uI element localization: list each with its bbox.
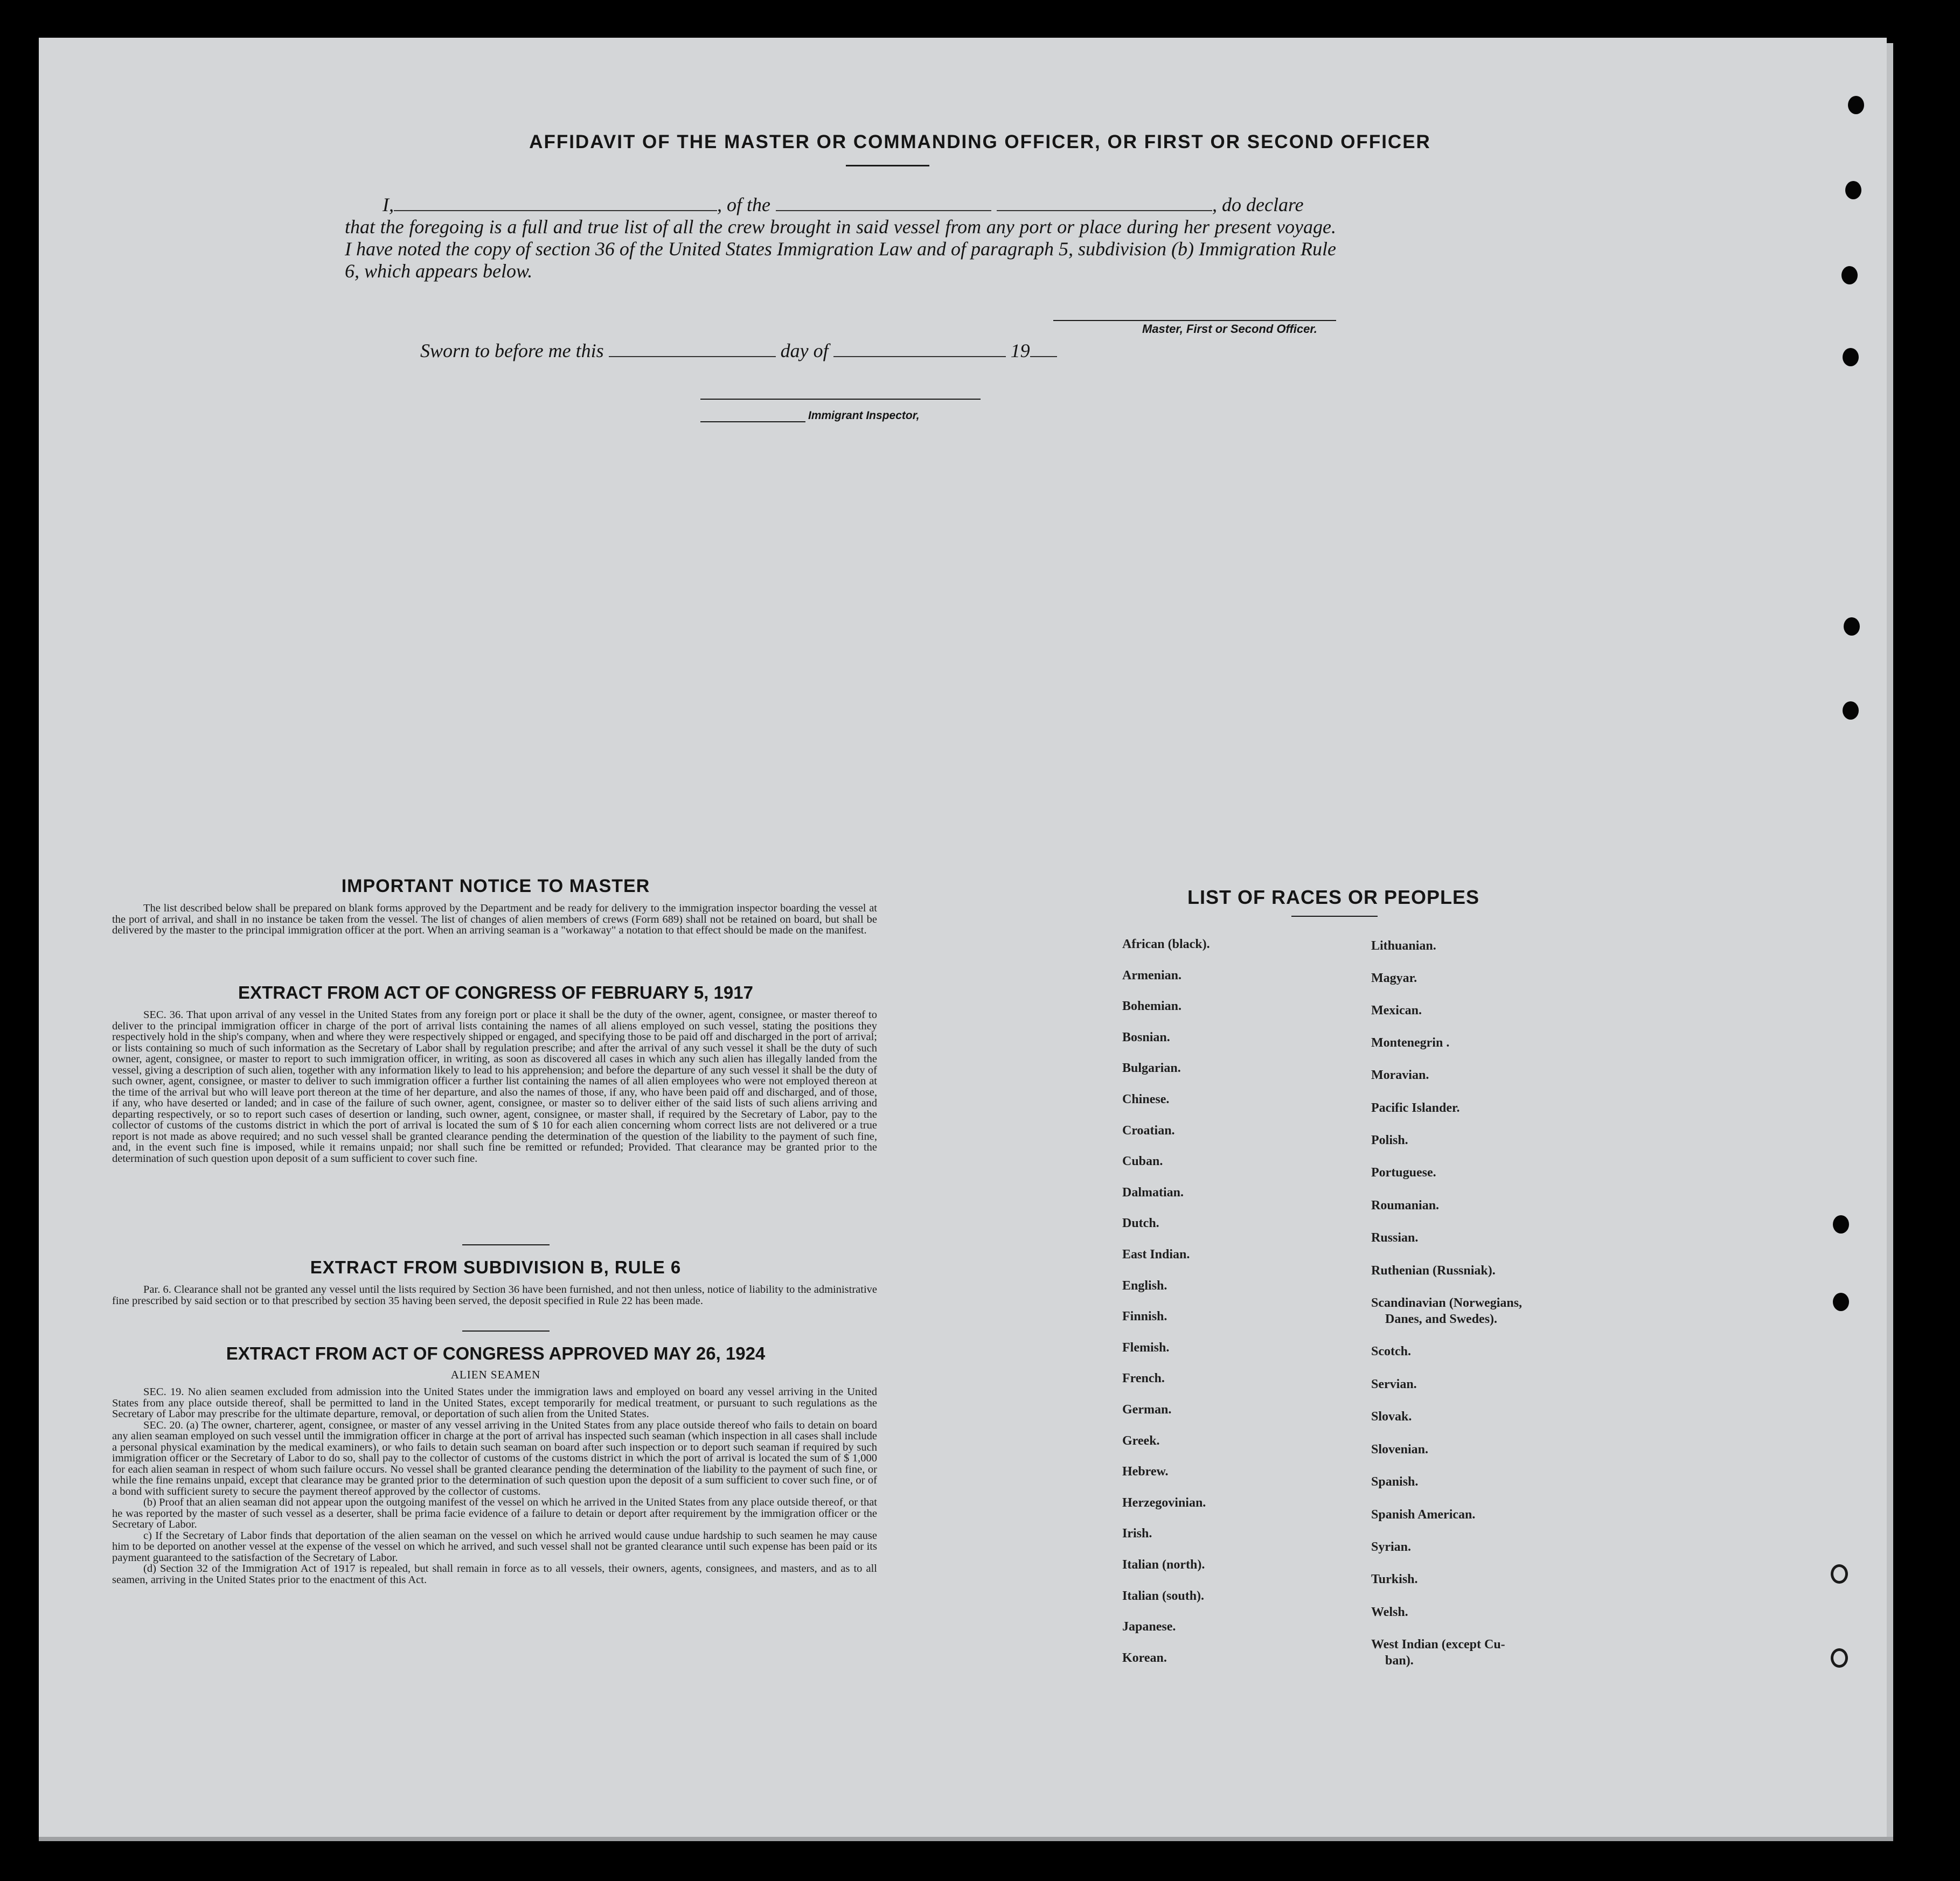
notice-text [112, 903, 877, 936]
race-item: Slovak. [1371, 1410, 1412, 1424]
race-item: Croatian. [1122, 1124, 1175, 1138]
race-item: Polish. [1371, 1133, 1408, 1147]
race-item: Spanish. [1371, 1475, 1419, 1489]
race-item: West Indian (except Cu- [1371, 1638, 1505, 1652]
race-item: Montenegrin . [1371, 1036, 1450, 1050]
sworn-month-field[interactable] [833, 341, 1006, 357]
inspector-line[interactable] [700, 421, 805, 422]
race-item: Bosnian. [1122, 1030, 1170, 1044]
race-item: East Indian. [1122, 1248, 1190, 1262]
race-item: French. [1122, 1371, 1165, 1385]
divider [462, 1330, 550, 1332]
race-item: ban). [1385, 1654, 1414, 1668]
races-title: LIST OF RACES OR PEOPLES [1187, 886, 1480, 908]
binder-hole-icon [1831, 1564, 1848, 1584]
binder-hole-icon [1841, 266, 1858, 284]
race-item: Dalmatian. [1122, 1186, 1184, 1200]
sworn-year-field[interactable] [1030, 341, 1057, 357]
page-edge-bottom [39, 1837, 1893, 1841]
race-item: Greek. [1122, 1434, 1160, 1448]
race-item: Ruthenian (Russniak). [1371, 1264, 1496, 1278]
race-item: German. [1122, 1403, 1172, 1417]
binder-hole-icon [1831, 1648, 1848, 1668]
subdivision-b-text [112, 1284, 877, 1306]
race-item: Dutch. [1122, 1216, 1159, 1230]
sworn-day-label: day of [780, 340, 829, 361]
binder-hole-icon [1833, 1215, 1849, 1234]
binder-hole-icon [1843, 348, 1859, 366]
race-item: English. [1122, 1279, 1167, 1293]
binder-hole-icon [1833, 1293, 1849, 1311]
race-item: Moravian. [1371, 1068, 1429, 1082]
inspector-label: Immigrant Inspector, [808, 409, 920, 422]
affidavit-declaration [345, 194, 1336, 282]
race-item: Mexican. [1371, 1004, 1422, 1018]
race-item: Scandinavian (Norwegians, [1371, 1296, 1523, 1310]
divider [1291, 916, 1378, 917]
race-item: Pacific Islander. [1371, 1101, 1460, 1115]
race-item: Irish. [1122, 1527, 1152, 1541]
binder-hole-icon [1843, 701, 1859, 720]
race-item: Cuban. [1122, 1154, 1163, 1168]
race-item: Welsh. [1371, 1605, 1408, 1619]
race-item: Magyar. [1371, 971, 1417, 985]
race-item: Servian. [1371, 1377, 1417, 1391]
race-item: Scotch. [1371, 1344, 1411, 1358]
race-item: Russian. [1371, 1231, 1419, 1245]
race-item: Finnish. [1122, 1309, 1167, 1323]
vessel-field[interactable] [776, 195, 991, 211]
subdivision-b-title: EXTRACT FROM SUBDIVISION B, RULE 6 [310, 1257, 682, 1277]
race-item: Lithuanian. [1371, 939, 1436, 953]
binder-hole-icon [1844, 617, 1860, 636]
race-item: Portuguese. [1371, 1166, 1436, 1180]
section-20b-paragraph: (b) Proof that an alien seaman did not appear upon the outgoing manifest of the vessel on which he arrived in the United States from any place outside thereof, or that he was reported by the master of such vessel as a deserter, shall be prima facie evidence of a failure to detain or deport after requirement by the immigration officer or the Secretary of Labor. [112, 1496, 877, 1530]
declaration-text: that the foregoing is a full and true list of all the crew brought in said vessel from any port or place during her present voyage. I have noted the copy of section 36 of the United States Immigration Law and of paragraph 5, subdivision (b) Immigration Rule 6, which appears below. [345, 216, 1336, 282]
race-item: Roumanian. [1371, 1199, 1440, 1213]
sworn-day-field[interactable] [609, 341, 776, 357]
race-item: Chinese. [1122, 1092, 1170, 1106]
race-item: Italian (south). [1122, 1589, 1205, 1603]
sworn-year-label: 19 [1010, 340, 1030, 361]
binder-hole-icon [1845, 181, 1861, 199]
race-item: Syrian. [1371, 1540, 1412, 1554]
page-edge-right [1887, 43, 1893, 1837]
sworn-line [420, 339, 1057, 362]
section-36-paragraph: SEC. 36. That upon arrival of any vessel in the United States from any foreign port or place it shall be the duty of the owner, agent, consignee, or master thereof to deliver to the principal immigration officer in charge of the port of arrival lists containing the names of all aliens employed on such vessel, stating the positions they respectively hold in the ship's company, when and where they were respectively shipped or engaged, and specifying those to be paid off and discharged in the port of arrival; or lists containing so much of such information as the Secretary of Labor shall by regulation prescribe; and after the arrival of any such vessel it shall be the duty of such owner, agent, consignee, or master to report to such immigration officer, in writing, as soon as discovered all cases in which any such alien has illegally landed from the vessel, giving a description of such alien, together with any information likely to lead to his apprehension; and before the departure of any such vessel it shall be the duty of such owner, agent, consignee, or master to deliver to such immigration officer a further list containing the names of all alien employees who were not employed thereon at the time of the arrival but who will leave port thereon at the time of her departure, and also the names of those, if any, who have been paid off and discharged, and of those, if any, who have deserted or landed; and in case of the failure of such owner, agent, consignee, or master so to deliver either of the said lists of such aliens arriving and departing respectively, or so to report such cases of desertion or landing, such owner, agent, consignee, or master shall, if required by the Secretary of Labor, pay to the collector of customs of the customs district in which the port of arrival is located the sum of $ 10 for each alien concerning whom correct lists are not delivered or a true report is not made as above required; and no such vessel shall be granted clearance pending the determination of the question of the liability to the payment of such fine, and, in the event such fine is imposed, while it remains unpaid; nor shall such fine be remitted or refunded; Provided. That clearance may be granted prior to the determination of such question upon deposit of a sum sufficient to cover such fine. [112, 1009, 877, 1165]
race-item: African (black). [1122, 937, 1210, 951]
section-20a-paragraph: SEC. 20. (a) The owner, charterer, agent, consignee, or master of any vessel arriving in the United States from any place outside thereof who fails to detain on board any alien seaman employed on such vessel until the immigration officer in charge at the port of arrival has inspected such seaman (which inspection in all cases shall include a personal physical examination by the medical examiners), or who fails to detain such seaman on board after such inspection or to deport such seaman if required by such immigration officer or the Secretary of Labor to do so, shall pay to the collector of customs of the customs district in which the port of arrival is located the sum of $ 1,000 for each alien seaman in respect of whom such failure occurs. No vessel shall be granted clearance pending the determination of the liability to the payment of such fine, or while the fine remains unpaid, except that clearance may be granted prior to the determination of such question upon the deposit of a sum sufficient to cover such fine, or of a bond with sufficient surety to secure the payment thereof approved by the collector of customs. [112, 1419, 877, 1497]
binder-hole-icon [1848, 96, 1864, 114]
extract-1917-title: EXTRACT FROM ACT OF CONGRESS OF FEBRUARY 5, 1917 [238, 983, 753, 1002]
signature-line[interactable] [1053, 320, 1336, 321]
race-item: Armenian. [1122, 969, 1181, 983]
section-20c-paragraph: c) If the Secretary of Labor finds that deportation of the alien seaman on the vessel on which he arrived would cause undue hardship to such seamen he may cause him to be deported on another vessel at the expense of the vessel on which he arrived, and such vessel shall not be granted clearance until such expense has been paid or its payment guaranteed to the satisfaction of the Secretary of Labor. [112, 1529, 877, 1564]
affidavit-mid: , of the [717, 194, 770, 215]
race-item: Spanish American. [1371, 1508, 1476, 1522]
signature-label: Master, First or Second Officer. [1142, 322, 1317, 336]
alien-seamen-subtitle: ALIEN SEAMEN [450, 1368, 541, 1381]
race-item: Bohemian. [1122, 999, 1182, 1013]
race-item: Korean. [1122, 1651, 1167, 1665]
affidavit-prefix: I, [383, 194, 394, 215]
name-field[interactable] [394, 195, 717, 211]
vessel-field[interactable] [997, 195, 1212, 211]
race-item: Herzegovinian. [1122, 1496, 1206, 1510]
race-item: Japanese. [1122, 1620, 1176, 1634]
paragraph-6: Par. 6. Clearance shall not be granted any vessel until the lists required by Section 36 have been furnished, and not then unless, notice of liability to the administrative fine prescribed by said section or to that prescribed by section 35 having been served, the deposit specified in Rule 22 has been made. [112, 1284, 877, 1307]
race-item: Flemish. [1122, 1341, 1170, 1355]
sworn-prefix: Sworn to before me this [420, 340, 604, 361]
race-item: Turkish. [1371, 1572, 1418, 1586]
divider [462, 1244, 550, 1245]
race-item: Hebrew. [1122, 1465, 1169, 1479]
race-item: Slovenian. [1371, 1443, 1429, 1457]
affidavit-title: AFFIDAVIT OF THE MASTER OR COMMANDING OFFICER, OR FIRST OR SECOND OFFICER [529, 131, 1431, 152]
section-19-paragraph: SEC. 19. No alien seamen excluded from admission into the United States under the immigration laws and employed on board any vessel arriving in the United States from any place outside thereof, shall be permitted to land in the United States, except temporarily for medical treatment, or pursuant to such regulations as the Secretary of Labor may prescribe for the ultimate departure, removal, or deportation of such alien from the United States. [112, 1386, 877, 1420]
race-item: Danes, and Swedes). [1385, 1312, 1498, 1326]
notice-title: IMPORTANT NOTICE TO MASTER [341, 876, 650, 896]
section-20d-paragraph: (d) Section 32 of the Immigration Act of 1917 is repealed, but shall remain in force as to all vessels, their owners, agents, consignees, and masters, and as to all seamen, arriving in the United States prior to the enactment of this Act. [112, 1563, 877, 1586]
extract-1917-text [112, 1009, 877, 1164]
extract-1924-title: EXTRACT FROM ACT OF CONGRESS APPROVED MAY 26, 1924 [226, 1343, 766, 1363]
race-item: Italian (north). [1122, 1558, 1205, 1572]
divider [846, 165, 929, 166]
affidavit-suffix: , do declare [1212, 194, 1304, 215]
extract-1924-text [112, 1387, 877, 1585]
race-item: Bulgarian. [1122, 1061, 1181, 1075]
notice-paragraph: The list described below shall be prepared on blank forms approved by the Department and be ready for delivery to the immigration inspector boarding the vessel at the port of arrival, and shall in no instance be taken from the vessel. The list of changes of alien members of crews (Form 689) shall not be retained on board, but shall be delivered by the master to the principal immigration officer at the port. When an arriving seaman is a "workaway" a notation to that effect should be made on the manifest. [112, 902, 877, 936]
inspector-signature-line[interactable] [700, 399, 981, 400]
